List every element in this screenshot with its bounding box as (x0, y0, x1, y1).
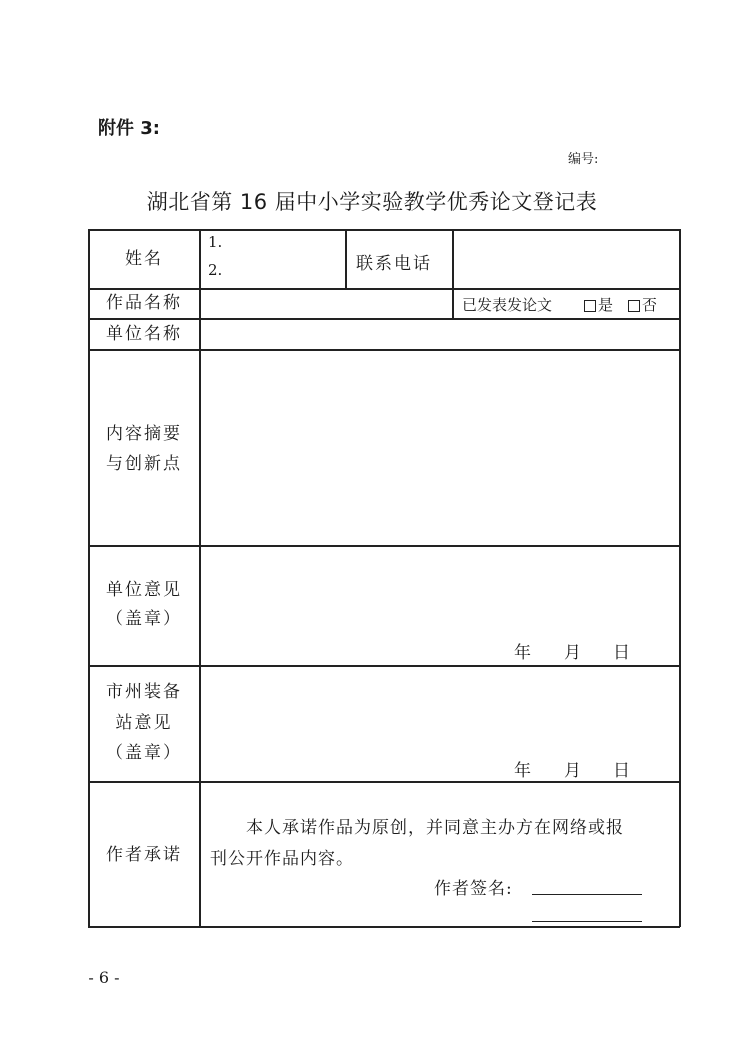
city-opinion-label-line-2: 站意见 (115, 713, 173, 733)
no-label: 否 (642, 296, 658, 314)
unit-opinion-field[interactable] (201, 547, 678, 637)
pledge-label: 作者承诺 (106, 845, 182, 865)
pledge-text-line-1: 本人承诺作品为原创，并同意主办方在网络或报 (246, 818, 624, 838)
unit-name-label: 单位名称 (106, 324, 182, 344)
city-opinion-label-line-3: （盖章） (106, 743, 182, 763)
yes-checkbox[interactable] (584, 300, 596, 312)
summary-label-line-1: 内容摘要 (106, 424, 182, 444)
published-label: 已发表发论文 (462, 296, 553, 314)
signature-line-2[interactable] (532, 921, 642, 922)
table-row-divider (88, 781, 680, 783)
work-title-label: 作品名称 (106, 293, 182, 313)
yes-label: 是 (598, 296, 614, 314)
page-number-text: - 6 - (88, 968, 120, 987)
form-title: 湖北省第 16 届中小学实验教学优秀论文登记表 (146, 190, 598, 214)
attachment-label: 附件 3: (98, 118, 160, 139)
page-number (0, 968, 744, 987)
pledge-text-line-2: 刊公开作品内容。 (210, 849, 354, 869)
table-border-right (679, 229, 681, 927)
city-date-day: 日 (613, 761, 630, 781)
phone-field[interactable] (454, 231, 678, 287)
city-date-month: 月 (564, 761, 581, 781)
table-border-bottom (88, 926, 680, 928)
unit-name-field[interactable] (201, 320, 678, 348)
unit-opinion-label-line-2: （盖章） (106, 609, 182, 629)
no-checkbox[interactable] (628, 300, 640, 312)
phone-label: 联系电话 (356, 254, 432, 274)
summary-field[interactable] (201, 351, 678, 544)
signature-line-1[interactable] (532, 894, 642, 895)
phone-label-divider (345, 229, 347, 289)
published-yes-option[interactable] (584, 294, 613, 315)
serial-number-label: 编号: (568, 152, 599, 167)
signature-label: 作者签名: (434, 879, 513, 899)
unit-date-day: 日 (613, 643, 630, 663)
unit-date-year: 年 (514, 643, 531, 663)
unit-date-month: 月 (564, 643, 581, 663)
author-2-field[interactable]: 2. (208, 261, 223, 279)
unit-opinion-label-line-1: 单位意见 (106, 580, 182, 600)
city-opinion-label-line-1: 市州装备 (106, 682, 182, 702)
city-opinion-field[interactable] (201, 667, 678, 752)
name-label: 姓名 (125, 249, 163, 269)
published-no-option[interactable] (628, 294, 657, 315)
author-1-field[interactable]: 1. (208, 233, 223, 251)
work-title-field[interactable] (201, 290, 451, 317)
summary-label-line-2: 与创新点 (106, 454, 182, 474)
city-date-year: 年 (514, 761, 531, 781)
